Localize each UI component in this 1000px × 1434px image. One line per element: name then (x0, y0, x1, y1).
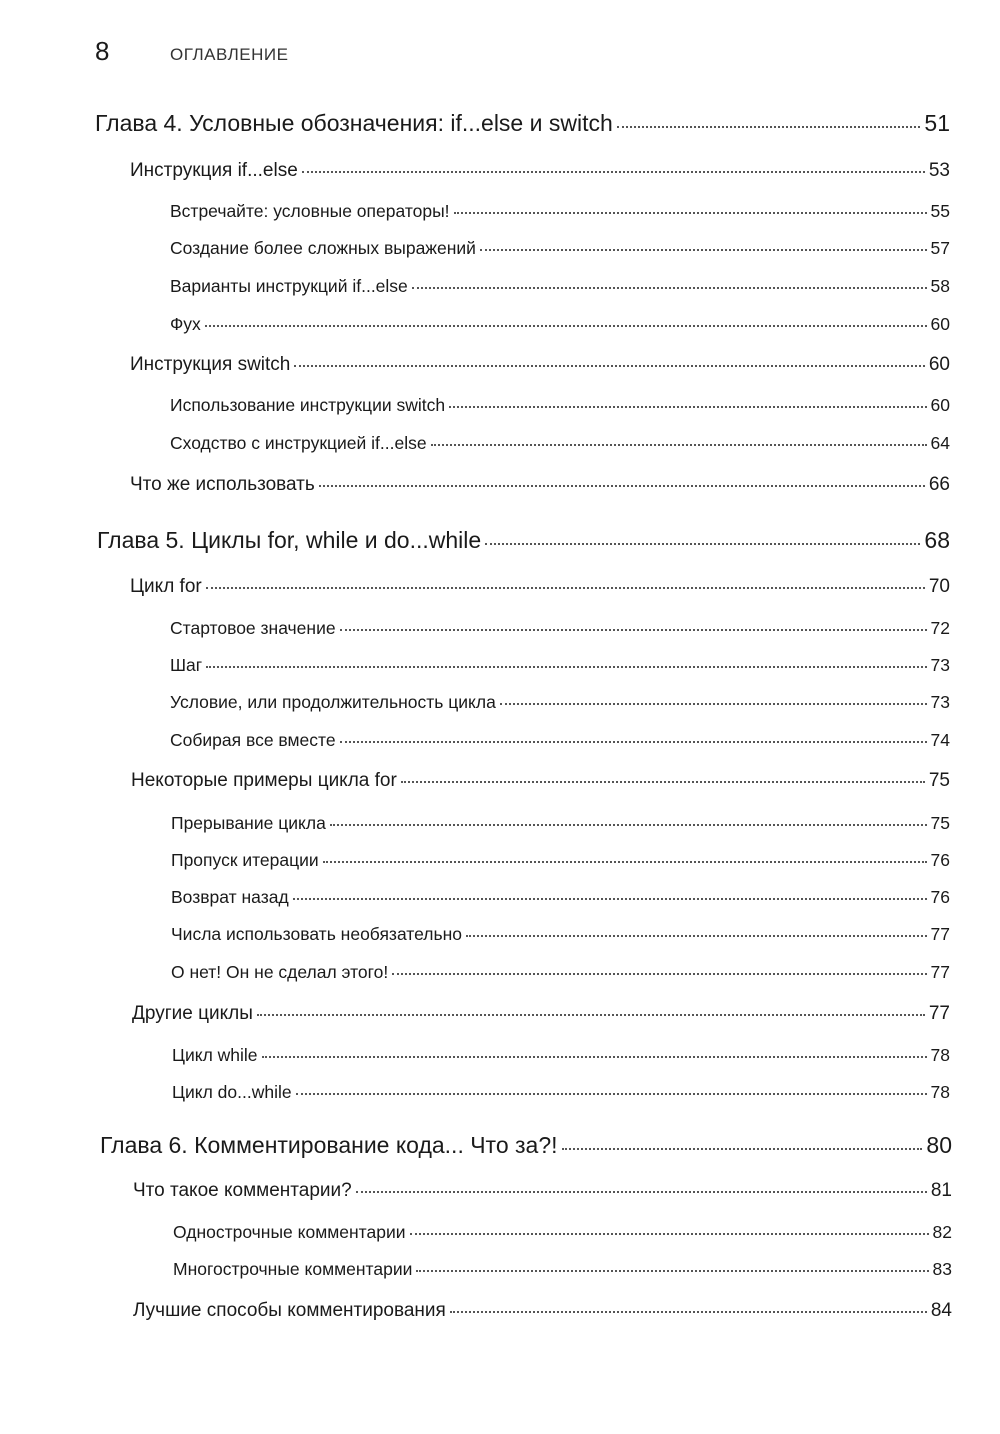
toc-entry-title: Другие циклы (132, 1003, 253, 1024)
toc-entry-page: 73 (930, 655, 950, 675)
dot-leader (293, 897, 927, 900)
toc-entry-title: Создание более сложных выражений (170, 238, 476, 258)
dot-leader (330, 823, 927, 826)
toc-section[interactable] (131, 770, 950, 792)
toc-entry-title: Глава 4. Условные обозначения: if...else и switch (95, 110, 613, 136)
dot-leader (392, 972, 926, 975)
toc-subsection[interactable] (172, 1045, 950, 1066)
toc-entry-title: Некоторые примеры цикла for (131, 770, 397, 791)
toc-section[interactable] (130, 160, 950, 182)
toc-entry-page: 77 (930, 962, 950, 982)
toc-entry-title: Прерывание цикла (171, 813, 326, 833)
toc-subsection[interactable] (170, 276, 950, 297)
dot-leader (500, 702, 927, 705)
toc-entry-page: 51 (924, 110, 950, 136)
toc-entry-page: 81 (930, 1180, 952, 1201)
toc-entry-page: 55 (930, 201, 950, 221)
toc-entry-title: Собирая все вместе (170, 730, 336, 750)
toc-entry-page: 83 (932, 1259, 952, 1279)
toc-entry-page: 68 (924, 527, 950, 553)
toc-entry-title: Стартовое значение (170, 618, 336, 638)
dot-leader (410, 1232, 929, 1235)
toc-subsection[interactable] (171, 850, 950, 871)
dot-leader (454, 211, 927, 214)
dot-leader (480, 248, 927, 251)
toc-entry-page: 80 (926, 1132, 952, 1158)
toc-entry-title: Возврат назад (171, 887, 289, 907)
toc-entry-page: 66 (928, 474, 950, 495)
toc-entry-page: 75 (928, 770, 950, 791)
dot-leader (412, 286, 927, 289)
toc-entry-page: 60 (930, 395, 950, 415)
dot-leader (356, 1190, 927, 1193)
toc-entry-title: Глава 5. Циклы for, while и do...while (97, 527, 482, 553)
dot-leader (562, 1147, 923, 1150)
dot-leader (262, 1055, 927, 1058)
toc-entry-page: 78 (930, 1045, 950, 1065)
dot-leader (466, 934, 927, 937)
toc-subsection[interactable] (171, 924, 950, 945)
toc-entry-page: 58 (930, 276, 950, 296)
toc-entry-page: 64 (930, 433, 950, 453)
toc-entry-title: Лучшие способы комментирования (133, 1300, 446, 1321)
toc-entry-page: 53 (928, 160, 950, 181)
dot-leader (257, 1013, 925, 1016)
dot-leader (401, 780, 925, 783)
toc-chapter[interactable] (95, 110, 950, 137)
dot-leader (319, 484, 925, 487)
toc-entry-title: Числа использовать необязательно (171, 924, 462, 944)
toc-subsection[interactable] (170, 395, 950, 416)
toc-entry-title: Условие, или продолжительность цикла (170, 692, 496, 712)
dot-leader (205, 324, 927, 327)
toc-entry-title: Сходство с инструкцией if...else (170, 433, 427, 453)
dot-leader (294, 364, 924, 367)
toc-subsection[interactable] (170, 201, 950, 222)
toc-chapter[interactable] (97, 527, 950, 554)
toc-section[interactable] (133, 1180, 952, 1202)
toc-subsection[interactable] (173, 1222, 952, 1243)
toc-section[interactable] (132, 1003, 950, 1025)
dot-leader (296, 1092, 927, 1095)
toc-entry-title: Фух (170, 314, 201, 334)
toc-subsection[interactable] (173, 1259, 952, 1280)
toc-entry-title: Шаг (170, 655, 203, 675)
toc-entry-page: 73 (930, 692, 950, 712)
toc-entry-title: Цикл for (130, 576, 202, 597)
toc-entry-page: 74 (930, 730, 950, 750)
toc-entry-page: 76 (930, 850, 950, 870)
toc-subsection[interactable] (171, 962, 950, 983)
toc-entry-page: 82 (932, 1222, 952, 1242)
toc-entry-title: Варианты инструкций if...else (170, 276, 408, 296)
toc-entry-page: 75 (930, 813, 950, 833)
toc-entry-title: Инструкция switch (130, 354, 291, 375)
toc-entry-title: Многострочные комментарии (173, 1259, 413, 1279)
toc-entry-title: Глава 6. Комментирование кода... Что за?! (100, 1132, 558, 1158)
toc-subsection[interactable] (170, 618, 950, 639)
toc-entry-page: 76 (930, 887, 950, 907)
dot-leader (431, 443, 927, 446)
dot-leader (340, 628, 927, 631)
toc-entry-title: Встречайте: условные операторы! (170, 201, 450, 221)
toc-entry-page: 77 (928, 1003, 950, 1024)
toc-subsection[interactable] (170, 730, 950, 751)
toc-subsection[interactable] (172, 1082, 950, 1103)
toc-entry-page: 77 (930, 924, 950, 944)
toc-entry-page: 57 (930, 238, 950, 258)
toc-entry-title: Что такое комментарии? (133, 1180, 352, 1201)
toc-entry-title: Цикл do...while (172, 1082, 292, 1102)
dot-leader (340, 740, 927, 743)
dot-leader (450, 1310, 927, 1313)
dot-leader (485, 542, 920, 545)
toc-entry-title: Однострочные комментарии (173, 1222, 406, 1242)
toc-entry-title: О нет! Он не сделал этого! (171, 962, 389, 982)
toc-section[interactable] (130, 474, 950, 496)
toc-entry-page: 60 (928, 354, 950, 375)
dot-leader (206, 586, 925, 589)
dot-leader (323, 860, 927, 863)
toc-entry-title: Использование инструкции switch (170, 395, 446, 415)
toc-chapter[interactable] (100, 1132, 952, 1159)
toc-section[interactable] (130, 576, 950, 598)
dot-leader (617, 125, 921, 128)
toc-subsection[interactable] (171, 813, 950, 834)
toc-subsection[interactable] (170, 433, 950, 454)
toc-subsection[interactable] (171, 887, 950, 908)
toc-entry-page: 72 (930, 618, 950, 638)
toc-entry-page: 78 (930, 1082, 950, 1102)
toc-section[interactable] (130, 354, 950, 376)
toc-entry-title: Что же использовать (130, 474, 315, 495)
dot-leader (302, 170, 925, 173)
toc-entry-title: Цикл while (172, 1045, 258, 1065)
page-number: 8 (95, 36, 110, 66)
toc-entry-title: Пропуск итерации (171, 850, 319, 870)
toc-subsection[interactable] (170, 655, 950, 676)
toc-subsection[interactable] (170, 314, 950, 335)
toc-section[interactable] (133, 1300, 952, 1322)
toc-entry-page: 70 (928, 576, 950, 597)
dot-leader (416, 1269, 928, 1272)
dot-leader (449, 405, 926, 408)
toc-entry-page: 84 (930, 1300, 952, 1321)
toc-subsection[interactable] (170, 238, 950, 259)
toc-subsection[interactable] (170, 692, 950, 713)
section-title: ОГЛАВЛЕНИЕ (170, 45, 289, 64)
toc-entry-page: 60 (930, 314, 950, 334)
toc-entry-title: Инструкция if...else (130, 160, 298, 181)
dot-leader (206, 665, 926, 668)
